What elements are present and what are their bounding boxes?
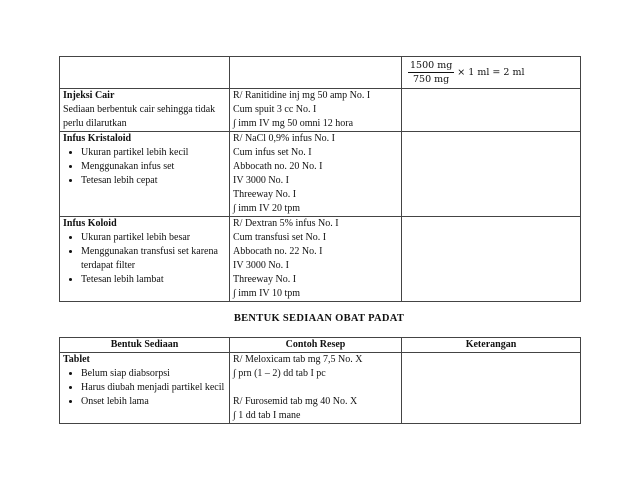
recipe-cell	[230, 89, 402, 132]
recipe-line: ∫ imm IV 20 tpm	[233, 203, 301, 214]
list-item: • Ukuran partikel lebih besar	[81, 231, 226, 245]
column-header: Keterangan	[402, 338, 581, 353]
recipe-line: ∫ imm IV 10 tpm	[233, 288, 301, 299]
list-item: • Belum siap diabsorpsi	[81, 367, 226, 381]
recipe-line: Abbocath no. 22 No. I	[233, 246, 323, 257]
empty-cell	[230, 57, 402, 89]
empty-cell	[60, 57, 230, 89]
form-heading: Infus Koloid	[63, 218, 117, 229]
recipe-line: R/ NaCl 0,9% infus No. I	[233, 133, 335, 144]
form-description: perlu dilarutkan	[63, 118, 127, 129]
bullet-list	[63, 231, 226, 287]
column-header: Contoh Resep	[230, 338, 402, 353]
preparation-table-solid	[59, 337, 581, 424]
form-heading: Infus Kristaloid	[63, 133, 132, 144]
table-row	[60, 132, 581, 217]
section-title: BENTUK SEDIAAN OBAT PADAT	[233, 313, 405, 324]
recipe-line: Cum spuit 3 cc No. I	[233, 104, 317, 115]
table-row	[60, 217, 581, 302]
notes-cell	[402, 132, 581, 217]
list-item: • Menggunakan transfusi set karena terdapat filter	[81, 245, 226, 273]
dose-calculation	[402, 57, 581, 89]
list-item: • Menggunakan infus set	[81, 160, 226, 174]
dose-result: × 1 ml = 2 ml	[457, 66, 525, 78]
form-cell	[60, 353, 230, 424]
recipe-line: IV 3000 No. I	[233, 175, 289, 186]
recipe-line: Abbocath no. 20 No. I	[233, 161, 323, 172]
preparation-table-liquid	[59, 56, 581, 302]
notes-cell	[402, 353, 581, 424]
fraction-numerator: 1500 mg	[410, 60, 453, 71]
recipe-line: ∫ 1 dd tab I mane	[233, 410, 301, 421]
bullet-list	[63, 146, 226, 188]
table-header-row	[60, 338, 581, 353]
list-item: • Onset lebih lama	[81, 395, 226, 409]
recipe-line: Threeway No. I	[233, 189, 297, 200]
recipe-line: R/ Dextran 5% infus No. I	[233, 218, 339, 229]
table-row	[60, 353, 581, 424]
fraction-denominator: 750 mg	[413, 74, 450, 85]
list-item: • Ukuran partikel lebih kecil	[81, 146, 226, 160]
form-cell	[60, 217, 230, 302]
notes-cell	[402, 217, 581, 302]
recipe-line: R/ Ranitidine inj mg 50 amp No. I	[233, 90, 371, 101]
recipe-line: ∫ imm IV mg 50 omni 12 hora	[233, 118, 354, 129]
form-description: Sediaan berbentuk cair sehingga tidak	[63, 104, 216, 115]
column-header: Bentuk Sediaan	[60, 338, 230, 353]
recipe-line: Cum transfusi set No. I	[233, 232, 327, 243]
bullet-list	[63, 367, 226, 409]
list-item: • Tetesan lebih lambat	[81, 273, 226, 287]
recipe-cell	[230, 132, 402, 217]
recipe-line: IV 3000 No. I	[233, 260, 289, 271]
dose-fraction	[408, 59, 454, 86]
list-item: • Tetesan lebih cepat	[81, 174, 226, 188]
recipe-line: ∫ prn (1 – 2) dd tab I pc	[233, 368, 326, 379]
notes-cell	[402, 89, 581, 132]
recipe-line: Threeway No. I	[233, 274, 297, 285]
form-heading: Tablet	[63, 354, 90, 365]
list-item: • Harus diubah menjadi partikel kecil	[81, 381, 226, 395]
form-heading: Injeksi Cair	[63, 90, 115, 101]
form-cell	[60, 89, 230, 132]
recipe-cell	[230, 217, 402, 302]
table-row	[60, 89, 581, 132]
table-row	[60, 57, 581, 89]
recipe-line: R/ Furosemid tab mg 40 No. X	[233, 396, 358, 407]
recipe-cell	[230, 353, 402, 424]
recipe-line: Cum infus set No. I	[233, 147, 312, 158]
spacer	[233, 381, 398, 395]
recipe-line: R/ Meloxicam tab mg 7,5 No. X	[233, 354, 363, 365]
form-cell	[60, 132, 230, 217]
